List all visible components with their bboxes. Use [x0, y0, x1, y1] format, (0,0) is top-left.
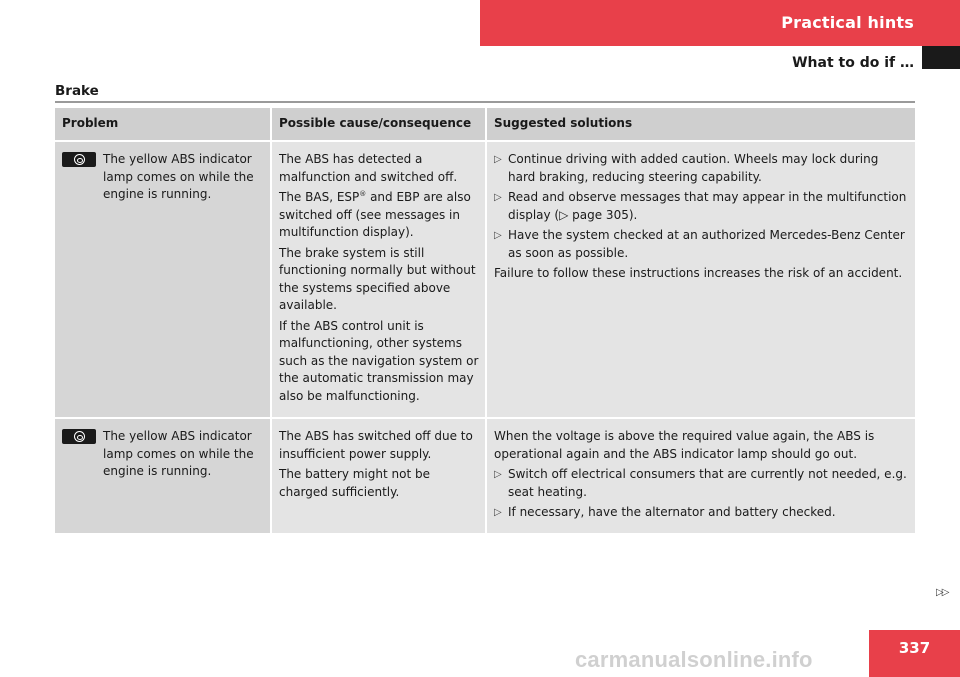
thumb-tab — [922, 46, 960, 69]
solutions-cell — [485, 419, 915, 533]
solutions-cell — [485, 142, 915, 417]
divider — [55, 101, 915, 103]
brake-table — [55, 108, 915, 533]
problem-text: The yellow ABS indicator lamp comes on while the engine is running. — [103, 152, 254, 201]
column-header-cause: Possible cause/consequence — [270, 108, 485, 140]
solution-note: Failure to follow these instructions increases the risk of an accident. — [494, 266, 903, 280]
problem-text: The yellow ABS indicator lamp comes on while the engine is running. — [103, 429, 254, 478]
problem-cell — [55, 419, 270, 533]
arrow-icon: ▷ — [494, 230, 502, 241]
cause-text: The ABS has detected a malfunction and switched off. — [279, 152, 458, 184]
cause-text: The ABS has switched off due to insufficient power supply. — [279, 429, 473, 461]
solution-item: ▷ Continue driving with added caution. Wheels may lock during hard braking, reducing steering capability. — [494, 151, 909, 186]
abs-indicator-icon — [62, 152, 96, 167]
arrow-icon: ▷ — [494, 507, 502, 518]
solution-item: ▷ If necessary, have the alternator and battery checked. — [494, 504, 909, 522]
continue-arrow-icon: ▷▷ — [936, 587, 948, 598]
table-header-row — [55, 108, 915, 140]
table-row — [55, 419, 915, 533]
column-header-solutions: Suggested solutions — [485, 108, 915, 140]
cause-text: The BAS, ESP® and EBP are also switched off (see messages in multifunction display). — [279, 190, 471, 239]
watermark: carmanualsonline.info — [575, 647, 813, 672]
cause-text: If the ABS control unit is malfunctioning, other systems such as the navigation system or the automatic transmission may also be malfunctioning. — [279, 318, 479, 403]
solution-item: ▷ Have the system checked at an authorized Mercedes-Benz Center as soon as possible. — [494, 227, 909, 262]
cause-cell — [270, 419, 485, 533]
chapter-title: Practical hints — [781, 13, 914, 32]
solution-item: ▷ Switch off electrical consumers that are currently not needed, e.g. seat heating. — [494, 466, 909, 501]
arrow-icon: ▷ — [494, 192, 502, 203]
cause-text: The brake system is still functioning normally but without the systems specified above available. — [279, 245, 476, 312]
arrow-icon: ▷ — [494, 154, 502, 165]
arrow-icon: ▷ — [494, 469, 502, 480]
solution-item: ▷ Read and observe messages that may appear in the multifunction display (▷ page 305). — [494, 189, 909, 224]
problem-cell — [55, 142, 270, 417]
table-row — [55, 142, 915, 417]
page-title: Brake — [55, 83, 99, 99]
section-subtitle: What to do if … — [792, 55, 914, 71]
cause-cell — [270, 142, 485, 417]
abs-indicator-icon — [62, 429, 96, 444]
cause-text: The battery might not be charged sufficiently. — [279, 467, 430, 499]
solution-note: When the voltage is above the required value again, the ABS is operational again and the ABS indicator lamp should go out. — [494, 429, 875, 461]
page-number: 337 — [898, 639, 931, 657]
column-header-problem: Problem — [55, 108, 270, 140]
